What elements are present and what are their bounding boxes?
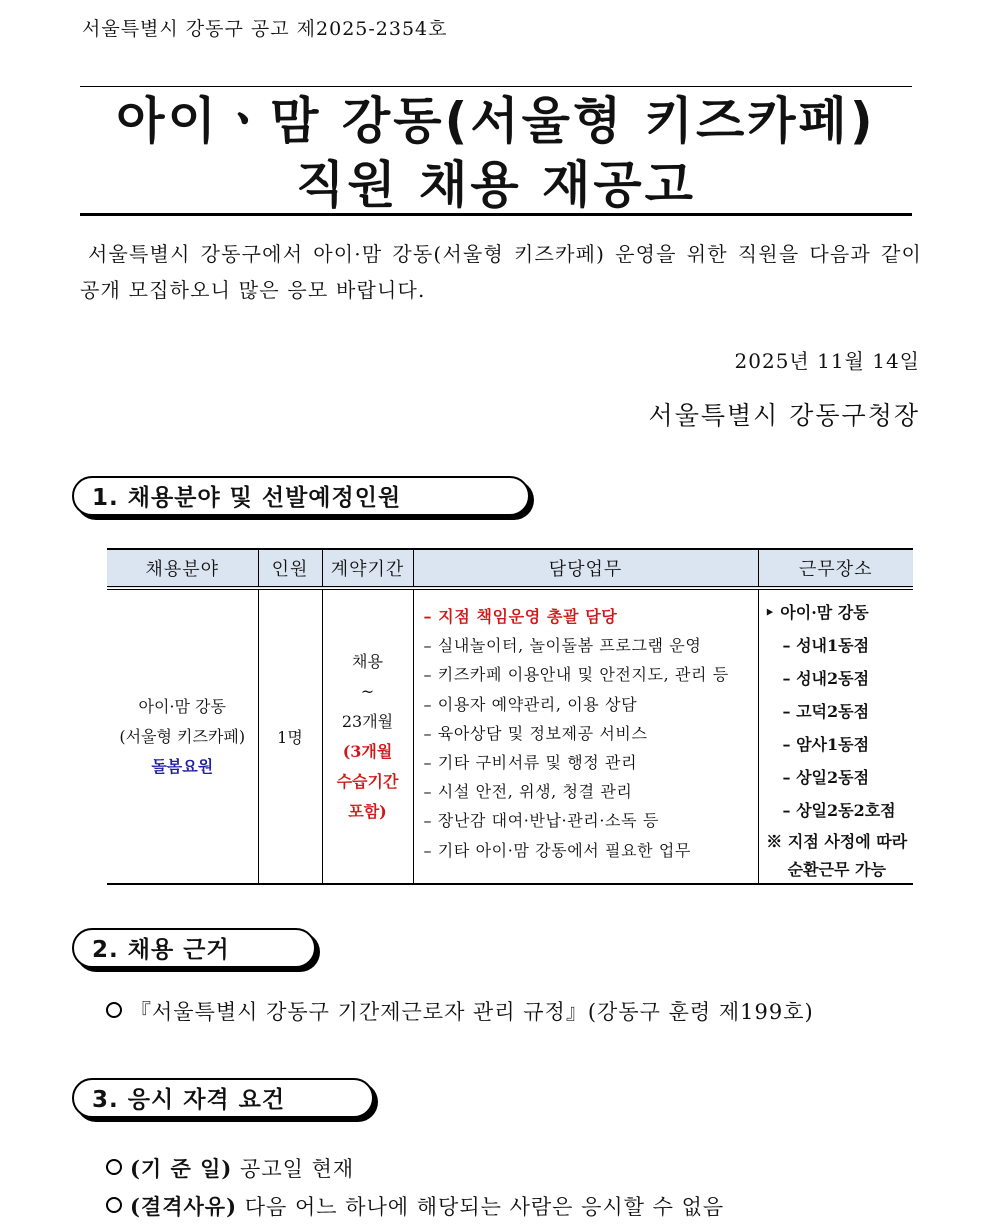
circle-bullet-icon <box>106 1159 122 1175</box>
qualification-text: 공고일 현재 <box>240 1157 355 1181</box>
col-header-place: 근무장소 <box>758 549 913 588</box>
col-header-duties: 담당업무 <box>413 549 758 588</box>
duty-item: – 키즈카페 이용안내 및 안전지도, 관리 등 <box>423 665 729 685</box>
place-item: – 성내2동점 <box>782 669 870 688</box>
duty-item: – 실내놀이터, 놀이돌봄 프로그램 운영 <box>423 636 702 656</box>
place-item: – 상일2동2호점 <box>782 801 896 820</box>
title-top-rule <box>80 86 912 87</box>
duty-item: – 기타 아이·맘 강동에서 필요한 업무 <box>423 840 691 860</box>
section-heading-3: 3. 응시 자격 요건 <box>72 1078 374 1118</box>
place-item: – 성내1동점 <box>782 636 870 655</box>
table-header-row <box>107 549 913 588</box>
recruitment-table <box>107 548 913 885</box>
cell-places <box>758 588 913 884</box>
field-subname: (서울형 키즈카페) <box>119 726 246 746</box>
duty-item: – 장난감 대여·반납·관리·소독 등 <box>423 811 659 831</box>
period-probation-3: 포함) <box>348 801 387 821</box>
qualification-item <box>106 1153 354 1183</box>
col-header-field: 채용분야 <box>107 549 258 588</box>
place-note-1: ※ 지점 사정에 따라 <box>766 832 908 851</box>
section-heading-2: 2. 채용 근거 <box>72 928 316 968</box>
circle-bullet-icon <box>106 1002 122 1018</box>
period-tilde: ~ <box>360 681 375 701</box>
place-item: – 고덕2동점 <box>782 702 870 721</box>
cell-period <box>322 588 413 884</box>
cell-field <box>107 588 258 884</box>
intro-paragraph: 서울특별시 강동구에서 아이·맘 강동(서울형 키즈카페) 운영을 위한 직원을 다음과 같이 공개 모집하오니 많은 응모 바랍니다. <box>80 242 922 302</box>
notice-date: 2025년 11월 14일 <box>734 349 920 373</box>
duty-item: – 시설 안전, 위생, 청결 관리 <box>423 782 633 802</box>
place-note-2: 순환근무 가능 <box>787 860 886 879</box>
basis-text: 『서울특별시 강동구 기간제근로자 관리 규정』(강동구 훈령 제199호) <box>130 1000 814 1024</box>
duty-main: – 지점 책임운영 총괄 담당 <box>423 607 618 626</box>
period-probation-1: (3개월 <box>342 741 393 761</box>
basis-item <box>106 996 814 1026</box>
field-role: 돌봄요원 <box>151 756 214 776</box>
issuer: 서울특별시 강동구청장 <box>648 401 920 430</box>
period-duration: 23개월 <box>341 711 394 731</box>
qualification-label: (결격사유) <box>130 1194 238 1219</box>
page-title-line1: 아이ㆍ맘 강동(서울형 키즈카페) <box>116 92 876 150</box>
field-name: 아이·맘 강동 <box>138 696 226 716</box>
qualification-label: (기 준 일) <box>130 1156 233 1181</box>
col-header-period: 계약기간 <box>322 549 413 588</box>
title-bottom-rule <box>80 213 912 216</box>
page-title-line2: 직원 채용 재공고 <box>296 156 696 214</box>
qualification-item <box>106 1191 724 1221</box>
period-probation-2: 수습기간 <box>336 771 399 791</box>
qualification-text: 다음 어느 하나에 해당되는 사람은 응시할 수 없음 <box>244 1195 725 1219</box>
place-item: – 암사1동점 <box>782 735 870 754</box>
col-header-count: 인원 <box>258 549 322 588</box>
section-heading-1: 1. 채용분야 및 선발예정인원 <box>72 476 530 516</box>
place-head: ‣ 아이·맘 강동 <box>764 603 869 622</box>
period-text: 채용 <box>352 651 383 671</box>
cell-duties <box>413 588 758 884</box>
duty-item: – 육아상담 및 정보제공 서비스 <box>423 723 648 743</box>
notice-number: 서울특별시 강동구 공고 제2025-2354호 <box>82 18 448 40</box>
cell-count: 1명 <box>258 588 322 884</box>
duty-item: – 기타 구비서류 및 행정 관리 <box>423 753 638 773</box>
duty-item: – 이용자 예약관리, 이용 상담 <box>423 694 638 714</box>
table-row <box>107 588 913 884</box>
place-item: – 상일2동점 <box>782 768 870 787</box>
circle-bullet-icon <box>106 1197 122 1213</box>
